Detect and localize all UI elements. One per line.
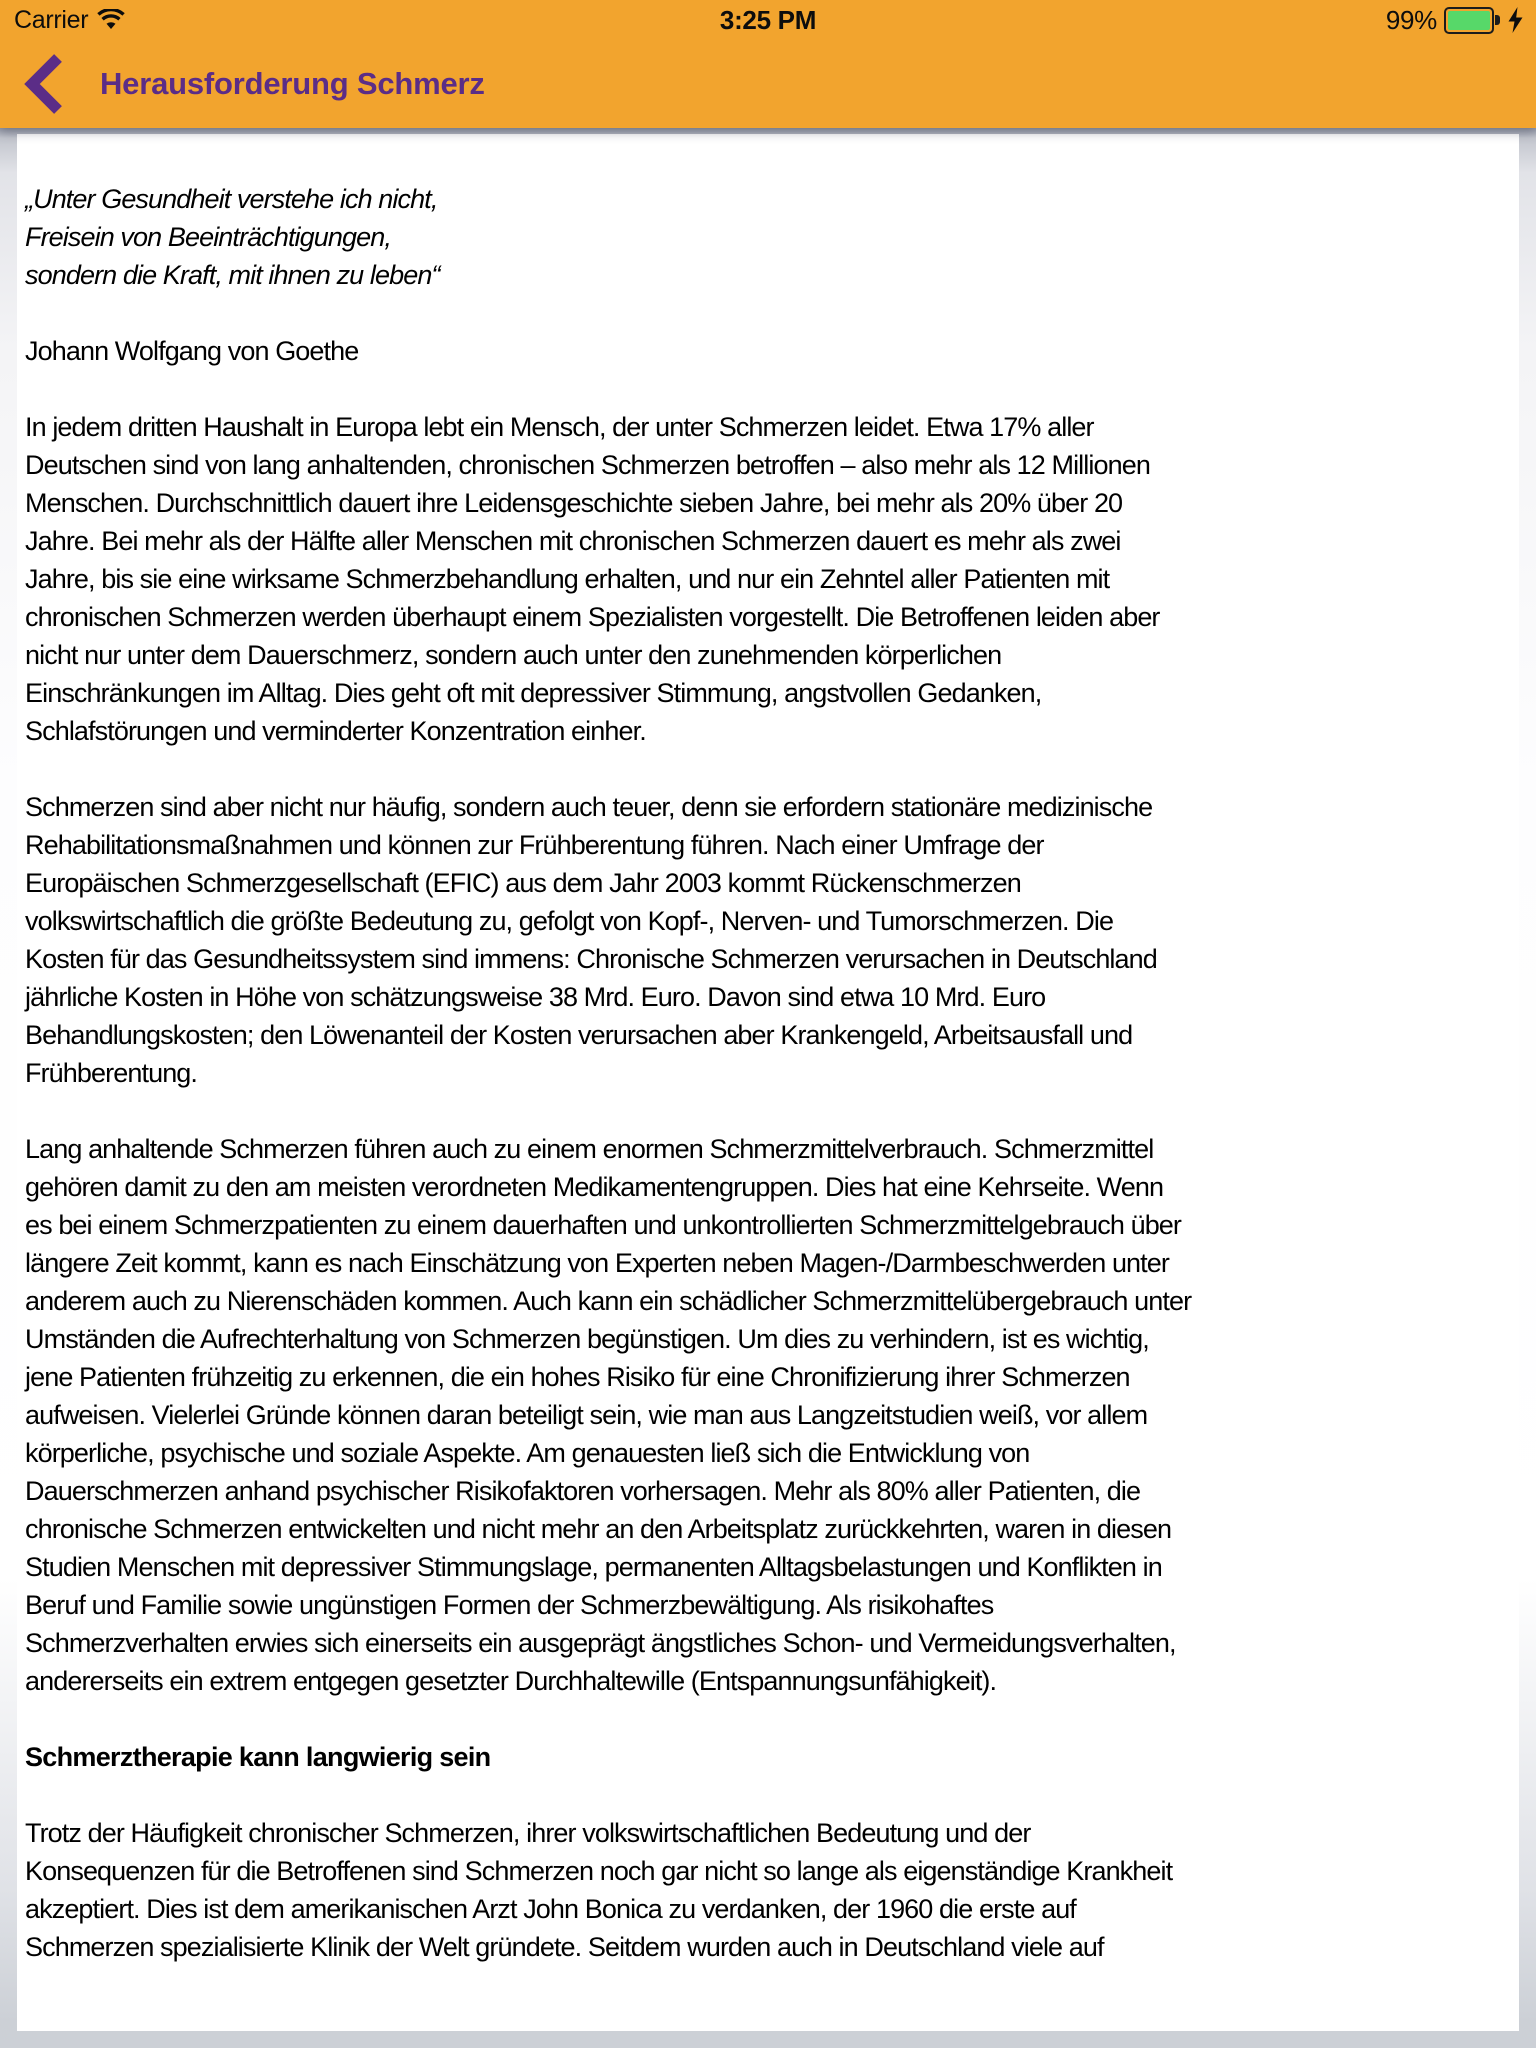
page-title: Herausforderung Schmerz	[100, 66, 485, 101]
quote-line: Freisein von Beeinträchtigungen,	[25, 222, 391, 252]
quote-attribution: Johann Wolfgang von Goethe	[25, 336, 359, 366]
battery-percent-label: 99%	[1385, 4, 1437, 35]
article-paragraph: In jedem dritten Haushalt in Europa lebt ein Mensch, der unter Schmerzen leidet. Etwa 17% aller Deutschen sind von lang anhaltenden, chronischen Schmerzen betroffen – also mehr als 12 Millionen Menschen. Durchschnittlich dauert ihre Leidensgeschichte sieben Jahre, bei mehr als 20% über 20 Jahre. Bei mehr als der Hälfte aller Menschen mit chronischen Schmerzen dauert es mehr als zwei Jahre, bis sie eine wirksame Schmerzbehandlung erhalten, und nur ein Zehntel aller Patienten mit chronischen Schmerzen werden überhaupt einem Spezialisten vorgestellt. Die Betroffenen leiden aber nicht nur unter dem Dauerschmerz, sondern auch unter den zunehmenden körperlichen Einschränkungen im Alltag. Dies geht oft mit depressiver Stimmung, angstvollen Gedanken, Schlafstörungen und verminderter Konzentration einher.	[25, 412, 1160, 746]
quote-line: sondern die Kraft, mit ihnen zu leben“	[25, 260, 440, 290]
carrier-label: Carrier	[14, 5, 89, 34]
section-heading: Schmerztherapie kann langwierig sein	[25, 1742, 491, 1772]
lightning-bolt-icon	[1507, 6, 1524, 34]
article-paragraph: Lang anhaltende Schmerzen führen auch zu einem enormen Schmerzmittelverbrauch. Schmerzmittel gehören damit zu den am meisten verordneten Medikamentengruppen. Dies hat eine Kehrseite. Wenn es bei einem Schmerzpatienten zu einem dauerhaften und unkontrollierten Schmerzmittelgebrauch über längere Zeit kommt, kann es nach Einschätzung von Experten neben Magen-/Darmbeschwerden unter anderem auch zu Nierenschäden kommen. Auch kann ein schädlicher Schmerzmittelübergebrauch unter Umständen die Aufrechterhaltung von Schmerzen begünstigen. Um dies zu verhindern, ist es wichtig, jene Patienten frühzeitig zu erkennen, die ein hohes Risiko für eine Chronifizierung ihrer Schmerzen aufweisen. Vielerlei Gründe können daran beteiligt sein, wie man aus Langzeitstudien weiß, vor allem körperliche, psychische und soziale Aspekte. Am genauesten ließ sich die Entwicklung von Dauerschmerzen anhand psychischer Risikofaktoren vorhersagen. Mehr als 80% aller Patienten, die chronische Schmerzen entwickelten und nicht mehr an den Arbeitsplatz zurückkehrten, waren in diesen Studien Menschen mit depressiver Stimmungslage, permanenten Alltagsbelastungen und Konflikten in Beruf und Familie sowie ungünstigen Formen der Schmerzbewältigung. Als risikohaftes Schmerzverhalten erwies sich einerseits ein ausgeprägt ängstliches Schon- und Vermeidungsverhalten, andererseits ein extrem entgegen gesetzter Durchhaltewille (Entspannungsunfähigkeit).	[25, 1134, 1192, 1696]
chevron-left-icon	[22, 53, 66, 115]
quote-block	[25, 180, 1193, 294]
battery-icon	[1444, 7, 1494, 34]
article-body	[17, 134, 1205, 1966]
article-paragraph: Schmerzen sind aber nicht nur häufig, sondern auch teuer, denn sie erfordern stationäre medizinische Rehabilitationsmaßnahmen und können zur Frühberentung führen. Nach einer Umfrage der Europäischen Schmerzgesellschaft (EFIC) aus dem Jahr 2003 kommt Rückenschmerzen volkswirtschaftlich die größte Bedeutung zu, gefolgt von Kopf-, Nerven- und Tumorschmerzen. Die Kosten für das Gesundheitssystem sind immens: Chronische Schmerzen verursachen in Deutschland jährliche Kosten in Höhe von schätzungsweise 38 Mrd. Euro. Davon sind etwa 10 Mrd. Euro Behandlungskosten; den Löwenanteil der Kosten verursachen aber Krankengeld, Arbeitsausfall und Frühberentung.	[25, 792, 1157, 1088]
article-paragraph: Trotz der Häufigkeit chronischer Schmerzen, ihrer volkswirtschaftlichen Bedeutung und der Konsequenzen für die Betroffenen sind Schmerzen noch gar nicht so lange als eigenständige Krankheit akzeptiert. Dies ist dem amerikanischen Arzt John Bonica zu verdanken, der 1960 die erste auf Schmerzen spezialisierte Klinik der Welt gründete. Seitdem wurden auch in Deutschland viele auf	[25, 1818, 1173, 1962]
status-bar	[0, 0, 1536, 40]
clock-label: 3:25 PM	[719, 4, 817, 35]
back-button[interactable]	[22, 53, 66, 115]
navigation-bar	[0, 40, 1536, 128]
content-scroll-area[interactable]	[17, 134, 1519, 2031]
quote-line: „Unter Gesundheit verstehe ich nicht,	[25, 184, 438, 214]
